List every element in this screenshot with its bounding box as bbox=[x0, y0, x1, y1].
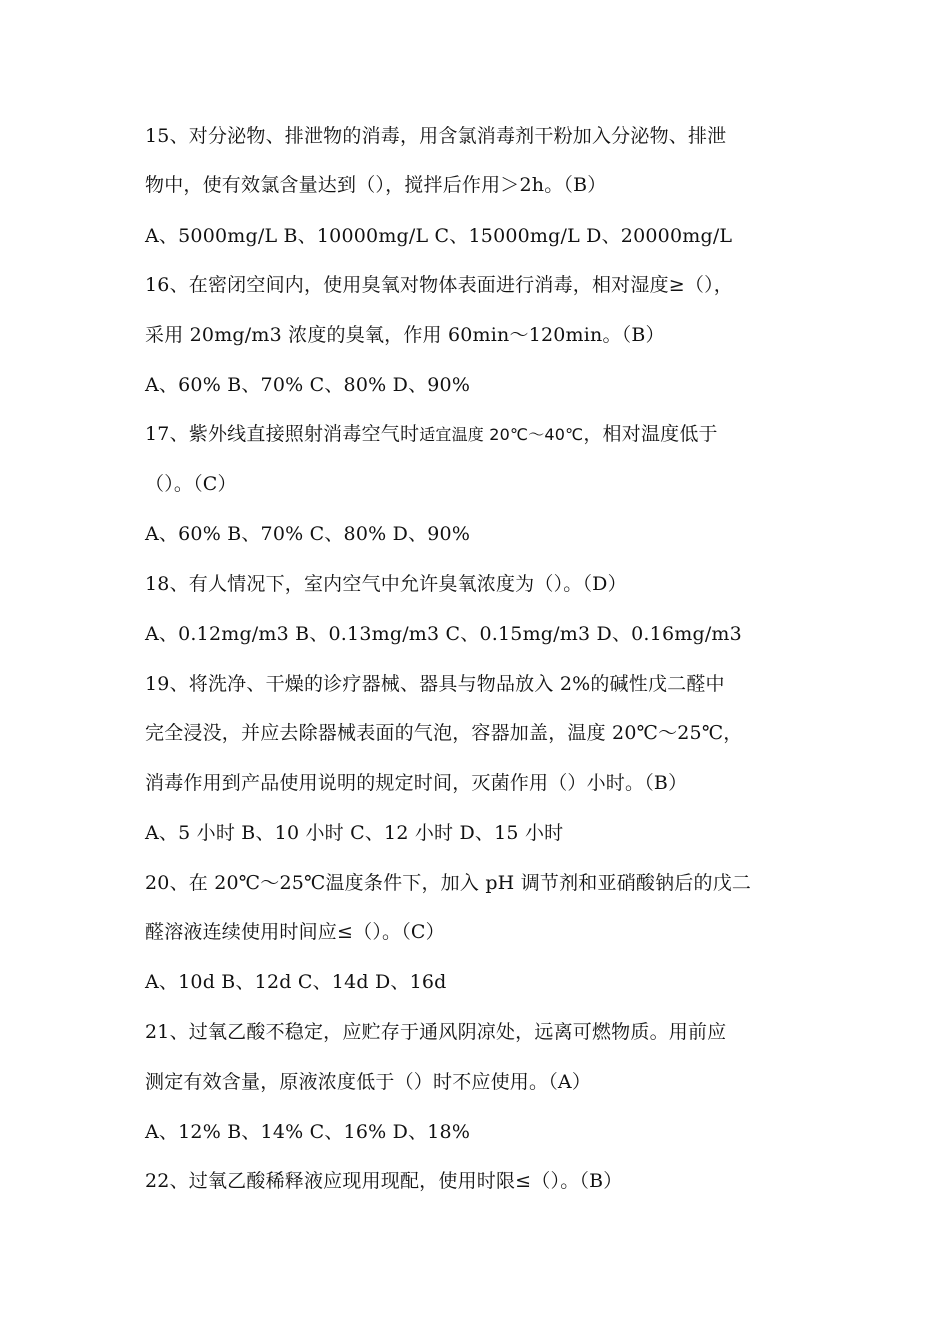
text-line: 物中，使有效氯含量达到（），搅拌后作用＞2h。（B） bbox=[145, 174, 607, 196]
text-line: 19、将洗净、干燥的诊疗器械、器具与物品放入 2%的碱性戊二醛中 bbox=[145, 673, 725, 695]
text-line: 20、在 20℃～25℃温度条件下，加入 pH 调节剂和亚硝酸钠后的戊二 bbox=[145, 872, 752, 894]
text-line: 采用 20mg/m3 浓度的臭氧，作用 60min～120min。（B） bbox=[145, 324, 665, 346]
text-line: A、60% B、70% C、80% D、90% bbox=[145, 523, 471, 545]
text-line: A、0.12mg/m3 B、0.13mg/m3 C、0.15mg/m3 D、0.16mg/m3 bbox=[145, 623, 742, 645]
text-line: 18、有人情况下，室内空气中允许臭氧浓度为（）。（D） bbox=[145, 573, 627, 595]
text-line: 22、过氧乙酸稀释液应现用现配，使用时限≤（）。（B） bbox=[145, 1170, 623, 1192]
text-line: 16、在密闭空间内，使用臭氧对物体表面进行消毒，相对湿度≥（）， bbox=[145, 274, 733, 296]
text-segment: 17、紫外线直接照射消毒空气时 bbox=[145, 423, 420, 445]
text-segment: ，相对温度低于 bbox=[583, 423, 718, 445]
text-line: 测定有效含量，原液浓度低于（）时不应使用。（A） bbox=[145, 1071, 592, 1093]
text-line: （）。（C） bbox=[145, 473, 237, 495]
text-line: 15、对分泌物、排泄物的消毒，用含氯消毒剂干粉加入分泌物、排泄 bbox=[145, 125, 727, 147]
text-line: 21、过氧乙酸不稳定，应贮存于通风阴凉处，远离可燃物质。用前应 bbox=[145, 1021, 727, 1043]
text-segment-small: 适宜温度 20℃～40℃ bbox=[419, 425, 584, 444]
text-line: A、10d B、12d C、14d D、16d bbox=[145, 971, 447, 993]
text-line: A、12% B、14% C、16% D、18% bbox=[145, 1121, 471, 1143]
text-line: A、60% B、70% C、80% D、90% bbox=[145, 374, 471, 396]
text-line: A、5000mg/L B、10000mg/L C、15000mg/L D、20000mg/L bbox=[145, 225, 733, 247]
text-line: 醛溶液连续使用时间应≤（）。（C） bbox=[145, 921, 445, 943]
text-line: A、5 小时 B、10 小时 C、12 小时 D、15 小时 bbox=[145, 822, 564, 844]
text-line-mixed bbox=[145, 417, 825, 451]
text-line: 消毒作用到产品使用说明的规定时间，灭菌作用（）小时。（B） bbox=[145, 772, 688, 794]
text-line: 完全浸没，并应去除器械表面的气泡，容器加盖，温度 20℃～25℃， bbox=[145, 722, 743, 744]
